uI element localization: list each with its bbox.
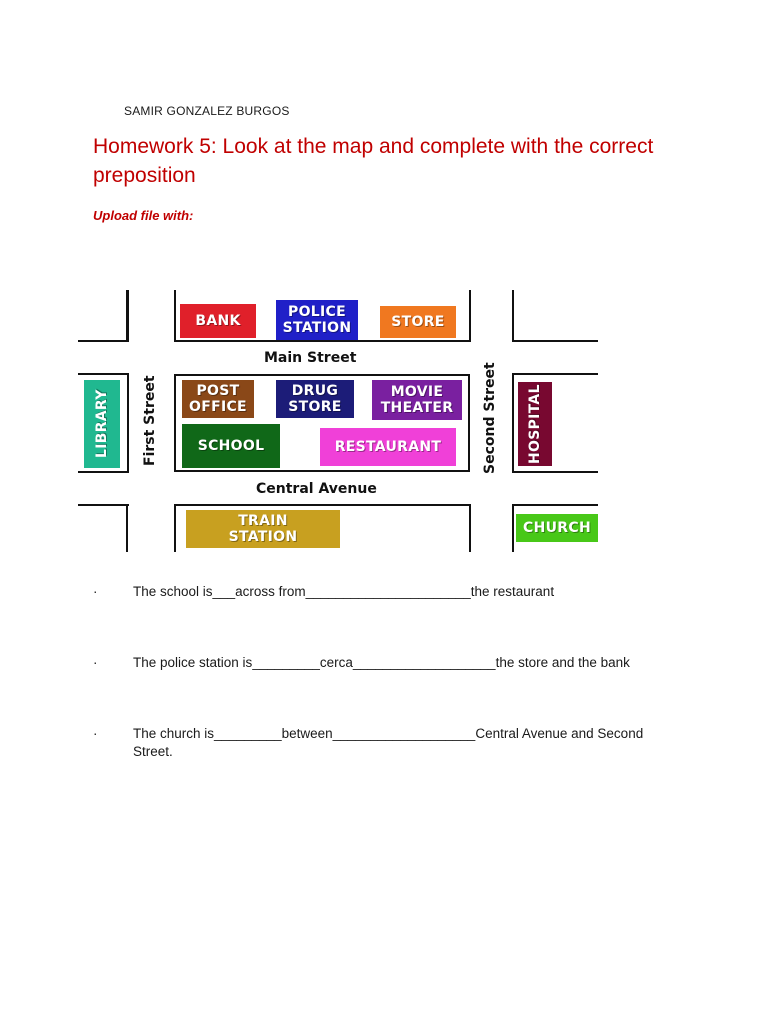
map-line [78, 471, 129, 473]
drug-store-building: DRUG STORE [276, 380, 354, 418]
map-line [469, 504, 471, 552]
bullet: · [93, 655, 98, 670]
map-line [127, 373, 129, 473]
map-line [512, 290, 514, 342]
map-line [126, 290, 129, 342]
bullet: · [93, 726, 98, 741]
town-map [78, 290, 598, 552]
map-line [469, 290, 471, 342]
post-office-building: POST OFFICE [182, 380, 254, 418]
library-building: LIBRARY [84, 380, 120, 468]
exercise-item [93, 654, 663, 672]
central-avenue-label: Central Avenue [256, 481, 377, 497]
upload-subtitle: Upload file with: [93, 208, 194, 223]
map-line [174, 504, 176, 552]
exercise-suffix: the store and the bank [495, 655, 630, 670]
church-building: CHURCH [516, 514, 598, 542]
restaurant-building: RESTAURANT [320, 428, 456, 466]
map-line [512, 340, 598, 342]
school-building: SCHOOL [182, 424, 280, 468]
map-line [512, 504, 514, 552]
map-line [78, 504, 129, 506]
exercise-prefix: The police station is [133, 655, 253, 670]
map-line [78, 340, 129, 342]
map-line [174, 340, 471, 342]
exercise-item [93, 583, 663, 601]
answer-field[interactable]: _________between___________________ [214, 726, 476, 741]
answer-field[interactable]: ___across from______________________ [212, 584, 471, 599]
hospital-building: HOSPITAL [518, 382, 552, 466]
exercise-suffix: Central Avenue and Second Street. [133, 726, 644, 759]
police-station-building: POLICE STATION [276, 300, 358, 340]
second-street-label: Second Street [482, 362, 498, 474]
exercise-prefix: The church is [133, 726, 215, 741]
page-title: Homework 5: Look at the map and complete with the correct preposition [93, 135, 654, 187]
bank-building: BANK [180, 304, 256, 338]
map-line [512, 373, 598, 375]
bullet: · [93, 584, 98, 599]
map-line [512, 471, 598, 473]
main-street-label: Main Street [264, 350, 357, 366]
store-building: STORE [380, 306, 456, 338]
exercise-suffix: the restaurant [470, 584, 555, 599]
map-line [78, 373, 129, 375]
map-line [126, 504, 128, 552]
map-line [174, 504, 471, 506]
answer-field[interactable]: _________cerca___________________ [252, 655, 496, 670]
map-line [174, 290, 176, 342]
first-street-label: First Street [142, 375, 158, 466]
author-name: SAMIR GONZALEZ BURGOS [124, 104, 290, 118]
train-station-building: TRAIN STATION [186, 510, 340, 548]
map-line [512, 373, 514, 473]
movie-theater-building: MOVIE THEATER [372, 380, 462, 420]
exercise-item [93, 725, 663, 761]
exercise-prefix: The school is [133, 584, 213, 599]
map-line [512, 504, 598, 506]
